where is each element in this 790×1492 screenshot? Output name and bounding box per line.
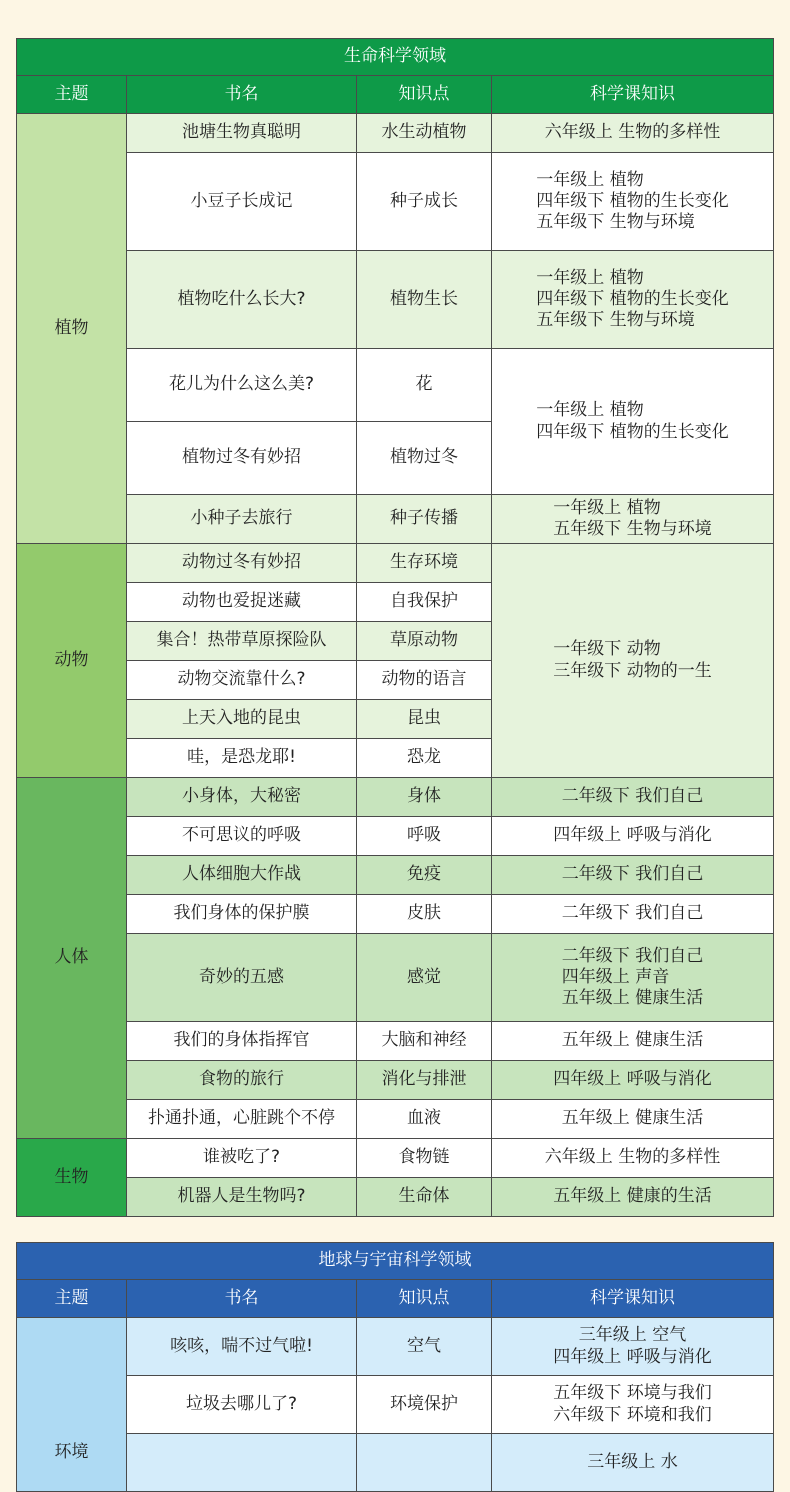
section-title: 生命科学领域: [17, 39, 774, 76]
knowledge-point: 自我保护: [357, 583, 492, 622]
book-title: 小身体，大秘密: [127, 778, 357, 817]
book-title: 咳咳，喘不过气啦!: [127, 1318, 357, 1376]
book-title: 扑通扑通，心脏跳个不停: [127, 1100, 357, 1139]
science-knowledge: 二年级下 我们自己: [492, 778, 774, 817]
knowledge-point: 生命体: [357, 1178, 492, 1217]
knowledge-point: 草原动物: [357, 622, 492, 661]
table-row: [17, 544, 774, 583]
knowledge-point: 种子传播: [357, 495, 492, 544]
book-title: 池塘生物真聪明: [127, 114, 357, 153]
book-title: [127, 1434, 357, 1492]
life-science-table: [16, 38, 774, 1217]
header-topic: 主题: [17, 76, 127, 114]
topic-cell: 植物: [17, 114, 127, 544]
knowledge-point: 动物的语言: [357, 661, 492, 700]
knowledge-point: 恐龙: [357, 739, 492, 778]
table-row: [17, 1022, 774, 1061]
book-title: 小豆子长成记: [127, 153, 357, 251]
page-heading-cropped: [0, 0, 790, 4]
knowledge-point: 食物链: [357, 1139, 492, 1178]
table-row: [17, 934, 774, 1022]
table-row: [17, 1178, 774, 1217]
science-knowledge: 六年级上 生物的多样性: [492, 1139, 774, 1178]
table-row: [17, 153, 774, 251]
knowledge-point: 植物生长: [357, 251, 492, 349]
book-title: 上天入地的昆虫: [127, 700, 357, 739]
table-row: [17, 251, 774, 349]
header-topic: 主题: [17, 1280, 127, 1318]
section-title-row: [17, 39, 774, 76]
science-knowledge: 二年级下 我们自己: [492, 895, 774, 934]
book-title: 集合！热带草原探险队: [127, 622, 357, 661]
header-row: [17, 76, 774, 114]
knowledge-point: 种子成长: [357, 153, 492, 251]
topic-cell: 人体: [17, 778, 127, 1139]
science-knowledge: 六年级上 生物的多样性: [492, 114, 774, 153]
knowledge-point: 呼吸: [357, 817, 492, 856]
knowledge-point: 免疫: [357, 856, 492, 895]
header-knowledge: 科学课知识: [492, 1280, 774, 1318]
book-title: 奇妙的五感: [127, 934, 357, 1022]
table-row: [17, 1100, 774, 1139]
earth-science-table: [16, 1242, 774, 1492]
table-row: [17, 349, 774, 422]
book-title: 不可思议的呼吸: [127, 817, 357, 856]
science-knowledge: 四年级上 呼吸与消化: [492, 1061, 774, 1100]
knowledge-point: [357, 1434, 492, 1492]
section-title: 地球与宇宙科学领域: [17, 1243, 774, 1280]
knowledge-point: 花: [357, 349, 492, 422]
science-knowledge: 一年级上 植物 四年级下 植物的生长变化 五年级下 生物与环境: [492, 251, 774, 349]
science-knowledge: 一年级下 动物 三年级下 动物的一生: [492, 544, 774, 778]
science-knowledge: 三年级上 水: [492, 1434, 774, 1492]
header-point: 知识点: [357, 1280, 492, 1318]
science-knowledge: 二年级下 我们自己: [492, 856, 774, 895]
science-knowledge: 一年级上 植物 五年级下 生物与环境: [492, 495, 774, 544]
book-title: 植物过冬有妙招: [127, 422, 357, 495]
science-knowledge: 二年级下 我们自己 四年级上 声音 五年级上 健康生活: [492, 934, 774, 1022]
book-title: 机器人是生物吗?: [127, 1178, 357, 1217]
table-row: [17, 1318, 774, 1376]
science-knowledge: 五年级上 健康生活: [492, 1100, 774, 1139]
book-title: 动物交流靠什么?: [127, 661, 357, 700]
knowledge-point: 植物过冬: [357, 422, 492, 495]
science-knowledge: 五年级下 环境与我们 六年级下 环境和我们: [492, 1376, 774, 1434]
book-title: 我们的身体指挥官: [127, 1022, 357, 1061]
header-book: 书名: [127, 1280, 357, 1318]
science-knowledge: 三年级上 空气 四年级上 呼吸与消化: [492, 1318, 774, 1376]
topic-cell: 动物: [17, 544, 127, 778]
knowledge-point: 环境保护: [357, 1376, 492, 1434]
topic-cell: 环境: [17, 1318, 127, 1492]
book-title: 食物的旅行: [127, 1061, 357, 1100]
knowledge-point: 生存环境: [357, 544, 492, 583]
table-row: [17, 114, 774, 153]
science-knowledge: 五年级上 健康的生活: [492, 1178, 774, 1217]
book-title: 我们身体的保护膜: [127, 895, 357, 934]
section-title-row: [17, 1243, 774, 1280]
book-title: 人体细胞大作战: [127, 856, 357, 895]
header-knowledge: 科学课知识: [492, 76, 774, 114]
table-row: [17, 778, 774, 817]
topic-cell: 生物: [17, 1139, 127, 1217]
book-title: 动物也爱捉迷藏: [127, 583, 357, 622]
science-knowledge: 一年级上 植物 四年级下 植物的生长变化 五年级下 生物与环境: [492, 153, 774, 251]
knowledge-point: 大脑和神经: [357, 1022, 492, 1061]
knowledge-point: 感觉: [357, 934, 492, 1022]
header-row: [17, 1280, 774, 1318]
knowledge-point: 消化与排泄: [357, 1061, 492, 1100]
book-title: 小种子去旅行: [127, 495, 357, 544]
science-knowledge: 四年级上 呼吸与消化: [492, 817, 774, 856]
table-row: [17, 1139, 774, 1178]
knowledge-point: 皮肤: [357, 895, 492, 934]
table-row: [17, 1061, 774, 1100]
science-knowledge: 一年级上 植物 四年级下 植物的生长变化: [492, 349, 774, 495]
book-title: 哇，是恐龙耶!: [127, 739, 357, 778]
table-row: [17, 495, 774, 544]
table-row: [17, 856, 774, 895]
table-row: [17, 895, 774, 934]
header-point: 知识点: [357, 76, 492, 114]
table-row: [17, 817, 774, 856]
knowledge-point: 血液: [357, 1100, 492, 1139]
table-row: [17, 1434, 774, 1492]
science-knowledge: 五年级上 健康生活: [492, 1022, 774, 1061]
header-book: 书名: [127, 76, 357, 114]
knowledge-point: 水生动植物: [357, 114, 492, 153]
book-title: 花儿为什么这么美?: [127, 349, 357, 422]
book-title: 植物吃什么长大?: [127, 251, 357, 349]
book-title: 垃圾去哪儿了?: [127, 1376, 357, 1434]
book-title: 动物过冬有妙招: [127, 544, 357, 583]
table-row: [17, 1376, 774, 1434]
book-title: 谁被吃了?: [127, 1139, 357, 1178]
knowledge-point: 空气: [357, 1318, 492, 1376]
knowledge-point: 身体: [357, 778, 492, 817]
knowledge-point: 昆虫: [357, 700, 492, 739]
